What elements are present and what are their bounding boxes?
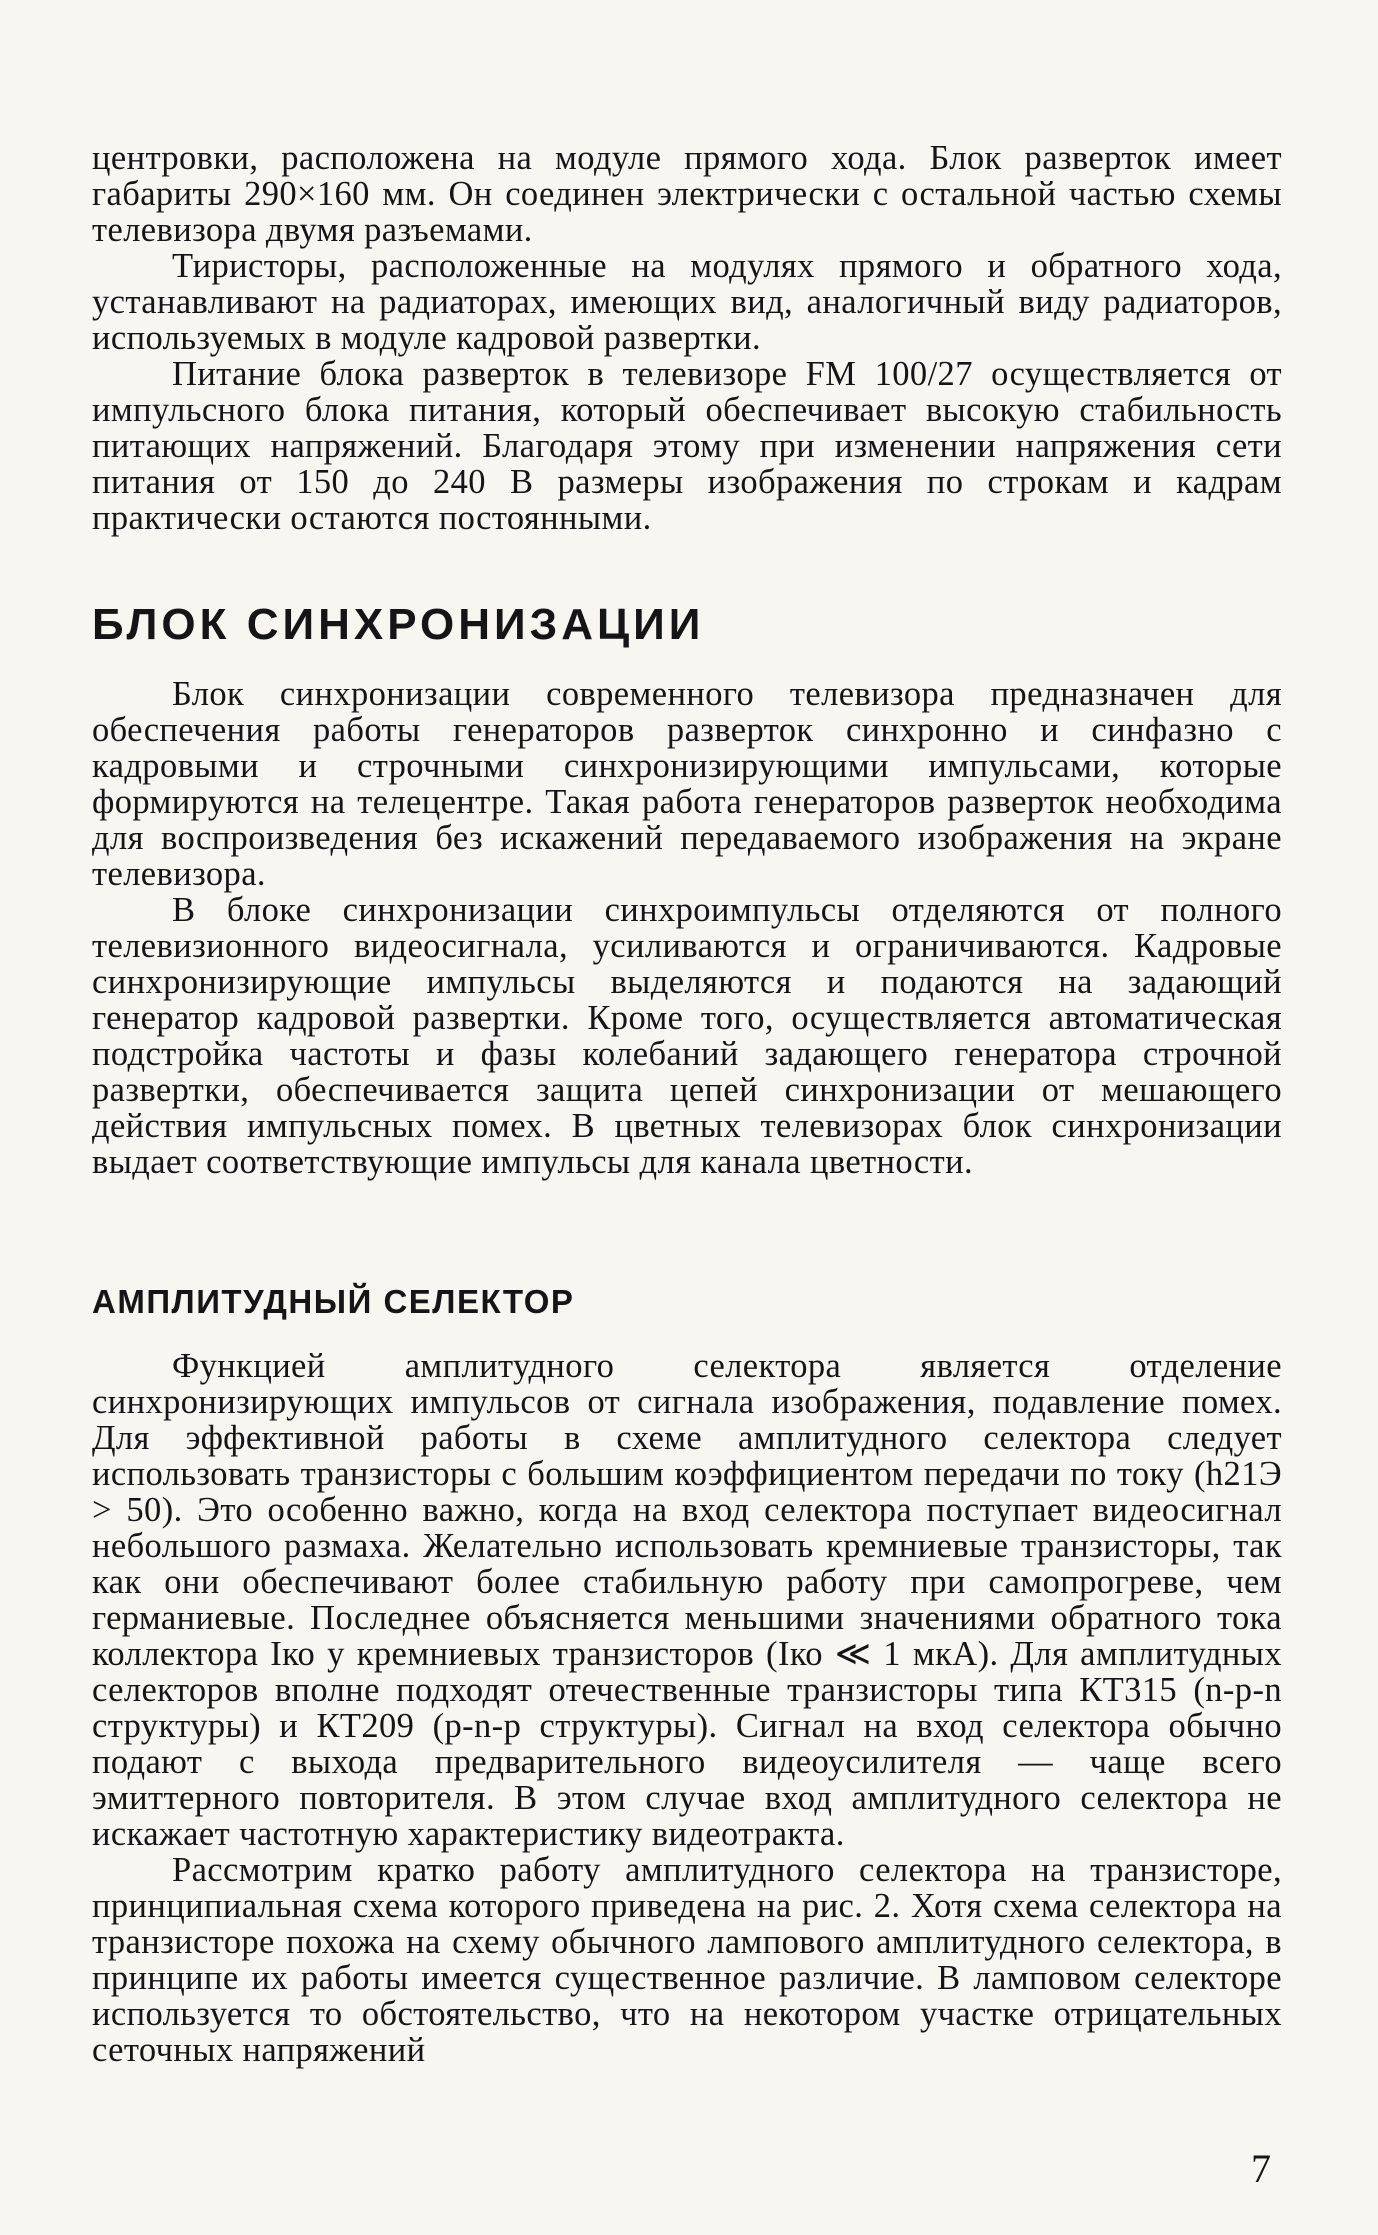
section-sync-body (92, 676, 1282, 1180)
section-title: АМПЛИТУДНЫЙ СЕЛЕКТОР (92, 1283, 575, 1320)
section-title: БЛОК СИНХРОНИЗАЦИИ (92, 600, 705, 649)
section-amplitude-selector (92, 1283, 1282, 1321)
section-sync-block (92, 600, 1282, 650)
paragraph: Рассмотрим кратко работу амплитудного селектора на транзисторе, принципиальная схема которого приведена на рис. 2. Хотя схема селектора на транзисторе похожа на схему обычного лампового амплитудного селектора, в принципе их работы имеется существенное различие. В ламповом селекторе используется то обстоятельство, что на некотором участке отрицательных сеточных напряжений (92, 1851, 1282, 2069)
paragraph: центровки, расположена на модуле прямого хода. Блок разверток имеет габариты 290×160 мм. Он соединен электрически с остальной частью схемы телевизора двумя разъемами. (92, 139, 1282, 249)
paragraph: Функцией амплитудного селектора является отделение синхронизирующих импульсов от сигнала изображения, подавление помех. Для эффективной работы в схеме амплитудного селектора следует использовать транзисторы с большим коэффициентом передачи по току (h21Э > 50). Это особенно важно, когда на вход селектора поступает видеосигнал небольшого размаха. Желательно использовать кремниевые транзисторы, так как они обеспечивают более стабильную работу при самопрогреве, чем германиевые. Последнее объясняется меньшими значениями обратного тока коллектора Iко у кремниевых транзисторов (Iко ≪ 1 мкА). Для амплитудных селекторов вполне подходят отечественные транзисторы типа КТ315 (n-p-n структуры) и КТ209 (p-n-p структуры). Сигнал на вход селектора обычно подают с выхода предварительного видеоусилителя — чаще всего эмиттерного повторителя. В этом случае вход амплитудного селектора не искажает частотную характеристику видеотракта. (92, 1347, 1282, 1853)
section-amplitude-body (92, 1348, 1282, 2068)
paragraph: Питание блока разверток в телевизоре FM 100/27 осуществляется от импульсного блока питания, который обеспечивает высокую стабильность питающих напряжений. Благодаря этому при изменении напряжения сети питания от 150 до 240 В размеры изображения по строкам и кадрам практически остаются постоянными. (92, 355, 1282, 537)
paragraph: В блоке синхронизации синхроимпульсы отделяются от полного телевизионного видеосигнала, усиливаются и ограничиваются. Кадровые синхронизирующие импульсы выделяются и подаются на задающий генератор кадровой развертки. Кроме того, осуществляется автоматическая подстройка частоты и фазы колебаний задающего генератора строчной развертки, обеспечивается защита цепей синхронизации от мешающего действия импульсных помех. В цветных телевизорах блок синхронизации выдает соответствующие импульсы для канала цветности. (92, 891, 1282, 1181)
paragraph: Блок синхронизации современного телевизора предназначен для обеспечения работы генераторов разверток синхронно и синфазно с кадровыми и строчными синхронизирующими импульсами, которые формируются на телецентре. Такая работа генераторов разверток необходима для воспроизведения без искажений передаваемого изображения на экране телевизора. (92, 675, 1282, 893)
intro-text (92, 140, 1282, 536)
paragraph: Тиристоры, расположенные на модулях прямого и обратного хода, устанавливают на радиаторах, имеющих вид, аналогичный виду радиаторов, используемых в модуле кадровой развертки. (92, 247, 1282, 357)
page-number: 7 (1251, 2146, 1271, 2191)
